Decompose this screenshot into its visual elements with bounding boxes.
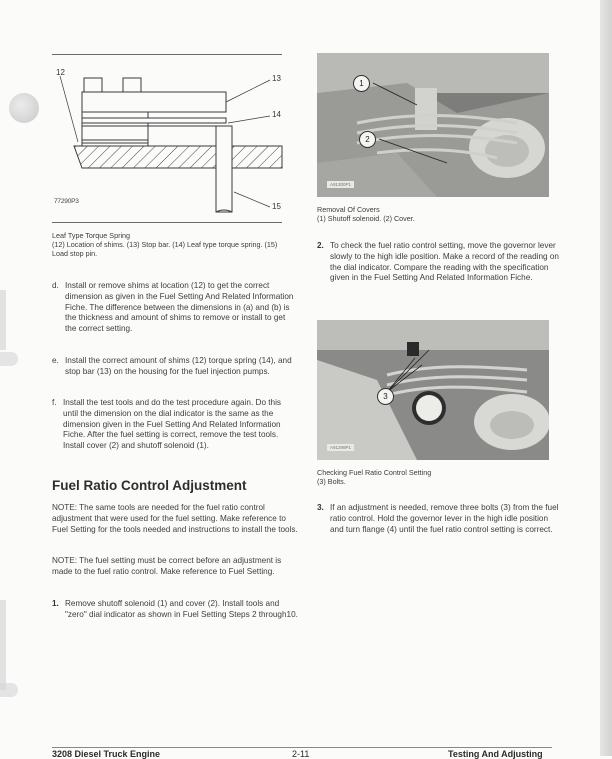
diagram-label-12: 12 [56,68,65,77]
substep-marker: f. [52,398,57,407]
footer-manual-title: 3208 Diesel Truck Engine [52,749,161,759]
step-number: 1. [52,599,59,608]
footer-section-title: Testing And Adjusting [448,749,543,759]
diagram-caption-title: Leaf Type Torque Spring [52,231,131,240]
diagram-drawing [52,68,292,228]
substep-text: Install the test tools and do the test procedure again. Do this until the dimension on the dial indicator is the same as the dimension given in the Fuel Setting And Related Information Fiche. After the fuel setting is correct, remove the test tools. Install cover (2) and shutoff solenoid (1). [63,398,282,451]
section-heading: Fuel Ratio Control Adjustment [52,478,247,493]
substep-d [52,281,298,335]
footer-rule [52,747,552,748]
scan-edge [0,600,6,690]
step-2 [317,241,563,284]
substep-marker: d. [52,281,59,290]
callout-2: 2 [359,131,376,148]
photo-checking-fuel-ratio [317,320,549,460]
step-text: If an adjustment is needed, remove three bolts (3) from the fuel ratio control. Hold the governor lever in the high idle position and turn flange (4) until the fuel ratio control setting is correct. [330,503,559,534]
diagram-caption [52,231,292,258]
callout-3: 3 [377,388,394,405]
photo-tag: A91299P1 [327,444,354,451]
photo-removal-of-covers [317,53,549,197]
torque-spring-diagram [52,68,292,228]
scan-edge [0,290,6,350]
footer-page-number: 2-11 [292,749,310,759]
photo-tag: A91300P1 [327,181,354,188]
punch-hole-top [9,93,39,123]
step-text: Remove shutoff solenoid (1) and cover (2). Install tools and "zero" dial indicator as shown in Fuel Setting Steps 2 through10. [65,599,298,619]
note-fuel-setting: NOTE: The fuel setting must be correct before an adjustment is made to the fuel ratio control. Make reference to Fuel Setting. [52,556,282,576]
engine-photo-2 [317,320,549,460]
binder-notch [0,352,18,366]
diagram-label-14: 14 [272,110,281,119]
callout-1: 1 [353,75,370,92]
photo-2-caption [317,468,557,486]
step-3 [317,503,563,535]
photo-1-caption [317,205,557,223]
step-number: 3. [317,503,324,512]
step-1 [52,599,298,621]
engine-photo-1 [317,53,549,197]
diagram-caption-text: (12) Location of shims. (13) Stop bar. (14) Leaf type torque spring. (15) Load stop pin. [52,240,278,258]
page-edge-shadow [600,0,612,756]
step-text: To check the fuel ratio control setting, move the governor lever slowly to the high idle position. Make a record of the reading on the dial indicator. Compare the reading with the specification given in the Fuel Setting And Related Information Fiche. [330,241,559,283]
substep-text: Install or remove shims at location (12) to get the correct dimension as given in the Fuel Setting And Related Information Fiche. The difference between the dimensions in (a) and (b) is the thickness and amount of shims to remove or install to get the correct setting. [65,281,294,334]
figure-bottom-rule [52,222,282,223]
diagram-label-15: 15 [272,202,281,211]
substep-f [52,398,298,452]
figure-code: 77290P3 [54,198,79,205]
substep-e [52,356,298,378]
photo-1-caption-title: Removal Of Covers [317,205,380,214]
substep-marker: e. [52,356,59,365]
photo-2-caption-text: (3) Bolts. [317,477,346,486]
photo-2-caption-title: Checking Fuel Ratio Control Setting [317,468,432,477]
note-tools: NOTE: The same tools are needed for the fuel ratio control adjustment that were used for the fuel setting. Make reference to Fuel Setting for the tools needed and instructions to install the tools. [52,503,298,534]
step-number: 2. [317,241,324,250]
substep-text: Install the correct amount of shims (12) torque spring (14), and stop bar (13) on the housing for the fuel injection pumps. [65,356,292,376]
photo-1-caption-text: (1) Shutoff solenoid. (2) Cover. [317,214,415,223]
diagram-label-13: 13 [272,74,281,83]
figure-top-rule [52,54,282,55]
